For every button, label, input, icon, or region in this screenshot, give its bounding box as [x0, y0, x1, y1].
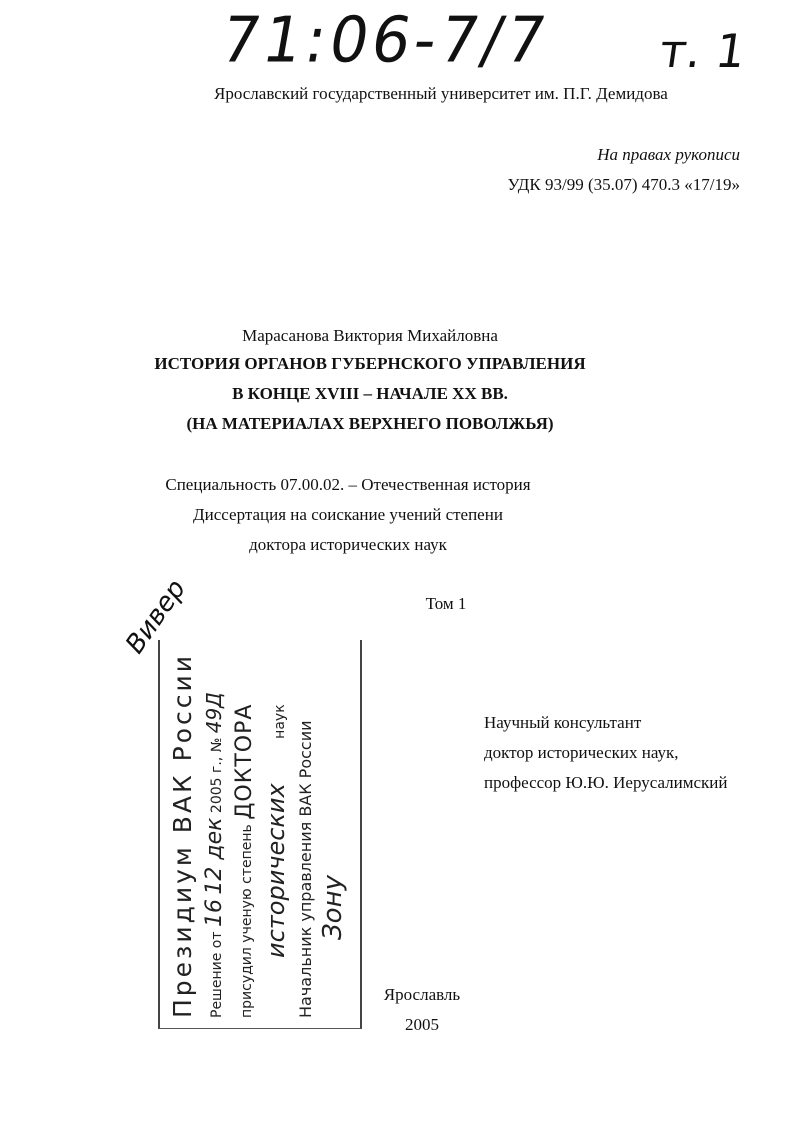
stamp-head-of-department: Начальник управления ВАК России — [296, 720, 315, 1018]
stamp-degree-doctor: ДОКТОРА — [232, 703, 257, 820]
stamp-decision-year: 2005 — [209, 777, 225, 814]
university-name: Ярославский государственный университет им. П.Г. Демидова — [214, 84, 668, 103]
title-line-1: ИСТОРИЯ ОРГАНОВ ГУБЕРНСКОГО УПРАВЛЕНИЯ — [154, 354, 586, 373]
volume-label: Том 1 — [425, 594, 467, 613]
stamp-field — [262, 704, 290, 1018]
stamp-decision-month: 12 дек — [202, 817, 227, 895]
stamp-presidium: Президиум ВАК России — [168, 652, 197, 1018]
specialty: Специальность 07.00.02. – Отечественная история — [165, 475, 531, 494]
stamp-degree-awarded-label: присудил ученую степень — [239, 824, 255, 1018]
stamp-field-handwritten: исторических — [262, 783, 290, 958]
consultant-label: Научный консультант — [484, 713, 642, 732]
consultant-name: профессор Ю.Ю. Иерусалимский — [484, 773, 728, 792]
udc-code: УДК 93/99 (35.07) 470.3 «17/19» — [507, 175, 740, 194]
stamp-decision-number: 49Д — [202, 692, 226, 734]
stamp-decision-number-label: г., № — [209, 737, 225, 773]
title-line-3: (НА МАТЕРИАЛАХ ВЕРХНЕГО ПОВОЛЖЬЯ) — [186, 414, 554, 433]
volume-handwritten: т. 1 — [656, 24, 750, 78]
footer-year: 2005 — [405, 1015, 439, 1034]
stamp-field-label: наук — [272, 704, 288, 739]
stamp-signature-top: Вивер — [120, 574, 192, 660]
degree-line: доктора исторических наук — [249, 535, 447, 554]
stamp-degree-awarded — [232, 704, 257, 1018]
stamp-signature-bottom: Зону — [318, 875, 348, 940]
manuscript-note: На правах рукописи — [597, 145, 740, 164]
footer-city: Ярославль — [383, 985, 461, 1004]
stamp-decision-label: Решение от — [209, 931, 225, 1018]
stamp-decision — [202, 692, 227, 1018]
consultant-degree: доктор исторических наук, — [484, 743, 679, 762]
dissertation-line: Диссертация на соискание учений степени — [193, 505, 503, 524]
stamp-decision-day: 16 — [202, 899, 227, 928]
title-line-2: В КОНЦЕ XVIII – НАЧАЛЕ XX ВВ. — [232, 384, 508, 403]
author-name: Марасанова Виктория Михайловна — [242, 326, 498, 345]
archive-number-handwritten: 71:06-7/7 — [215, 4, 556, 78]
